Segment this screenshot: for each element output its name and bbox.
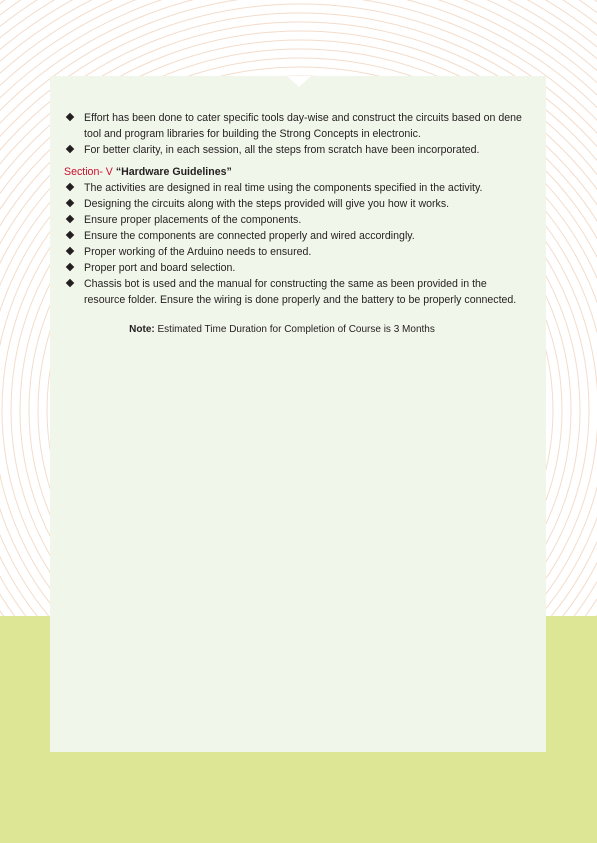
card-top-notch: [287, 76, 311, 87]
bullet-text: Proper working of the Arduino needs to ensured.: [84, 246, 312, 258]
list-item: [64, 142, 526, 158]
list-item: [64, 180, 526, 196]
hardware-guidelines-list: [64, 180, 526, 308]
list-item: [64, 212, 526, 228]
list-item: [64, 196, 526, 212]
list-item: [64, 260, 526, 276]
bullet-text: For better clarity, in each session, all the steps from scratch have been incorporated.: [84, 144, 480, 156]
diamond-bullet-icon: [66, 113, 74, 121]
section-heading: [64, 164, 526, 180]
diamond-bullet-icon: [66, 199, 74, 207]
note-label: Note:: [129, 324, 155, 335]
diamond-bullet-icon: [66, 183, 74, 191]
section-title: “Hardware Guidelines”: [115, 166, 232, 178]
section-number: Section- V: [64, 166, 113, 178]
page-content: [64, 110, 526, 338]
diamond-bullet-icon: [66, 279, 74, 287]
diamond-bullet-icon: [66, 247, 74, 255]
list-item: [64, 244, 526, 260]
list-item: [64, 110, 526, 142]
bullet-text: Ensure the components are connected properly and wired accordingly.: [84, 230, 415, 242]
bullet-text: Chassis bot is used and the manual for constructing the same as been provided in the resource folder. Ensure the wiring is done properly and the battery to be properly connected.: [84, 278, 517, 306]
diamond-bullet-icon: [66, 231, 74, 239]
intro-bullet-list: [64, 110, 526, 158]
bullet-text: Designing the circuits along with the steps provided will give you how it works.: [84, 198, 450, 210]
diamond-bullet-icon: [66, 145, 74, 153]
bullet-text: The activities are designed in real time using the components specified in the activity.: [84, 182, 483, 194]
course-duration-note: [64, 322, 526, 338]
bullet-text: Ensure proper placements of the components.: [84, 214, 302, 226]
note-text: Estimated Time Duration for Completion of Course is 3 Months: [157, 324, 435, 335]
bullet-text: Effort has been done to cater specific tools day-wise and construct the circuits based on dene tool and program libraries for building the Strong Concepts in electronic.: [84, 112, 522, 140]
bullet-text: Proper port and board selection.: [84, 262, 236, 274]
diamond-bullet-icon: [66, 215, 74, 223]
list-item: [64, 276, 526, 308]
diamond-bullet-icon: [66, 263, 74, 271]
list-item: [64, 228, 526, 244]
